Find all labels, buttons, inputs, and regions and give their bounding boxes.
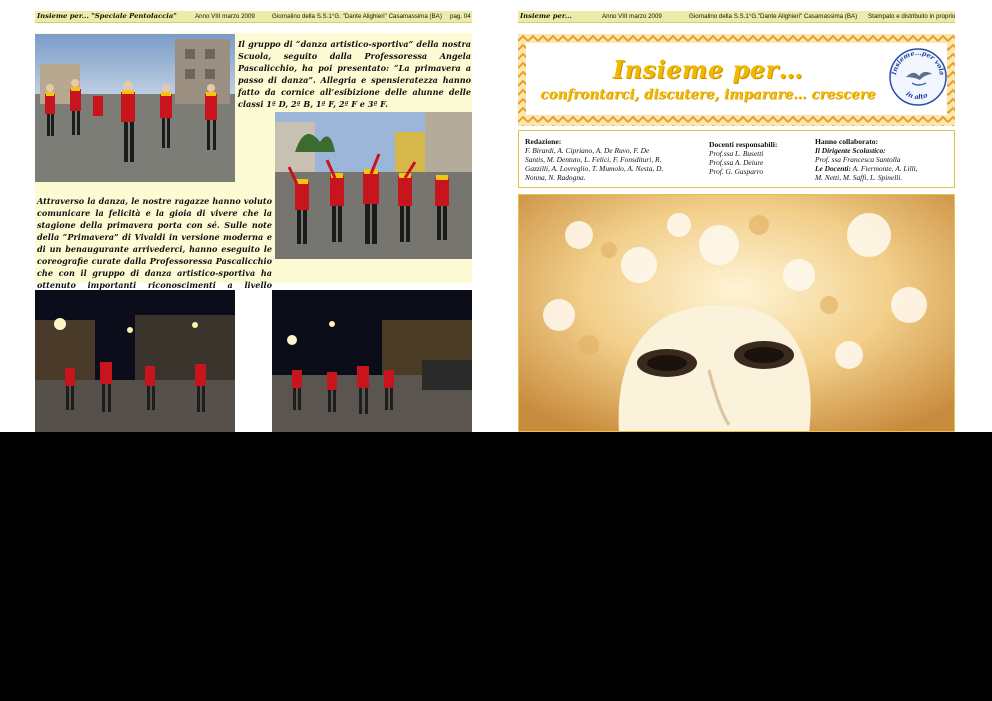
left-header-strip	[35, 11, 472, 23]
redazione-line: Nonna, N. Radogna.	[525, 173, 586, 182]
collab-line: M. Netti, M. Saffi, L. Spinelli.	[815, 173, 903, 182]
right-header-title: Insieme per...	[520, 12, 572, 20]
redazione-line: Gazzilli, A. Lovreglio, T. Mumolo, A. Nesta, D.	[525, 164, 664, 173]
left-header-issue: Anno VIII marzo 2009	[195, 13, 255, 20]
redazione-label: Redazione:	[525, 137, 562, 146]
collab-line: Prof. ssa Francesca Santolla	[815, 155, 901, 164]
right-page	[496, 0, 992, 432]
credits-box	[518, 130, 955, 188]
collab-line: Le Docenti: A. Fiermonte, A. Lilli,	[815, 164, 918, 173]
redazione-line: Santis, M. Dentuto, L. Felici, F. Fonsdituri, R.	[525, 155, 662, 164]
docenti-column	[709, 140, 809, 176]
svg-text:Insieme...per volare: Insieme...per vola	[890, 48, 946, 76]
collab-label: Hanno collaborato:	[815, 137, 879, 146]
masthead-title: Insieme per…	[612, 55, 804, 84]
carnival-mask-cover-image	[518, 194, 955, 432]
masthead-inner	[526, 43, 947, 115]
article-paragraph-1: Il gruppo di “danza artistico-sportiva” della nostra Scuola, seguito dalla Professoressa Angela Pascalicchio, ha poi presentato: “La primavera a passo di danza”. Allegria e spensieratezza hanno fatto da cornice all’esibizione delle alunne delle classi 1ª D, 2ª B, 1ª F, 2ª F e 3ª F.	[238, 39, 471, 109]
right-header-issue: Anno VIII marzo 2009	[602, 13, 662, 20]
docenti-label: Docenti responsabili:	[709, 140, 778, 149]
collab-column	[815, 137, 951, 182]
dancers-photo-4	[272, 290, 472, 432]
school-logo-seagull-icon	[888, 47, 948, 107]
right-header-strip	[518, 11, 955, 23]
docenti-line: Prof.ssa L. Busetti	[709, 149, 764, 158]
left-header-page: pag. 04	[450, 13, 471, 20]
dancers-photo-2	[275, 112, 472, 259]
right-header-print: Stampato e distribuito in proprio	[868, 13, 956, 20]
masthead	[518, 34, 955, 126]
collab-line: Il Dirigente Scolastico:	[815, 146, 886, 155]
svg-text:in alto: in alto	[904, 89, 929, 102]
dancers-photo-1	[35, 34, 235, 182]
docenti-line: Prof.ssa A. Deiure	[709, 158, 764, 167]
article-paragraph-2: Attraverso la danza, le nostre ragazze hanno voluto comunicare la felicità e la gioia di vivere che la stagione della primavera porta con sé. Sulle note della “Primavera” di Vivaldi in versione moderna e di un benaugurante arrivederci, hanno eseguito le coreografie curate dalla Professoressa Pascalicchio che con il gruppo di danza artistico-sportiva ha ottenuto importanti riconoscimenti a livello	[37, 196, 272, 290]
masthead-subtitle: confrontarci, discutere, imparare… crescere	[540, 87, 876, 103]
redazione-column	[525, 137, 695, 182]
dancers-photo-3	[35, 290, 235, 432]
left-header-title: Insieme per... "Speciale Pentolaccia"	[37, 12, 177, 20]
left-page	[0, 0, 496, 432]
docenti-line: Prof. G. Gasparro	[709, 167, 764, 176]
left-header-school: Giornalino della S.S.1°G. "Dante Alighieri" Casamassima (BA)	[272, 13, 442, 20]
right-header-school: Giornalino della S.S.1°G."Dante Alighieri" Casamassima (BA)	[689, 13, 858, 20]
redazione-line: F. Birardi, A. Cipriano, A. De Ruvo, F. De	[525, 146, 650, 155]
